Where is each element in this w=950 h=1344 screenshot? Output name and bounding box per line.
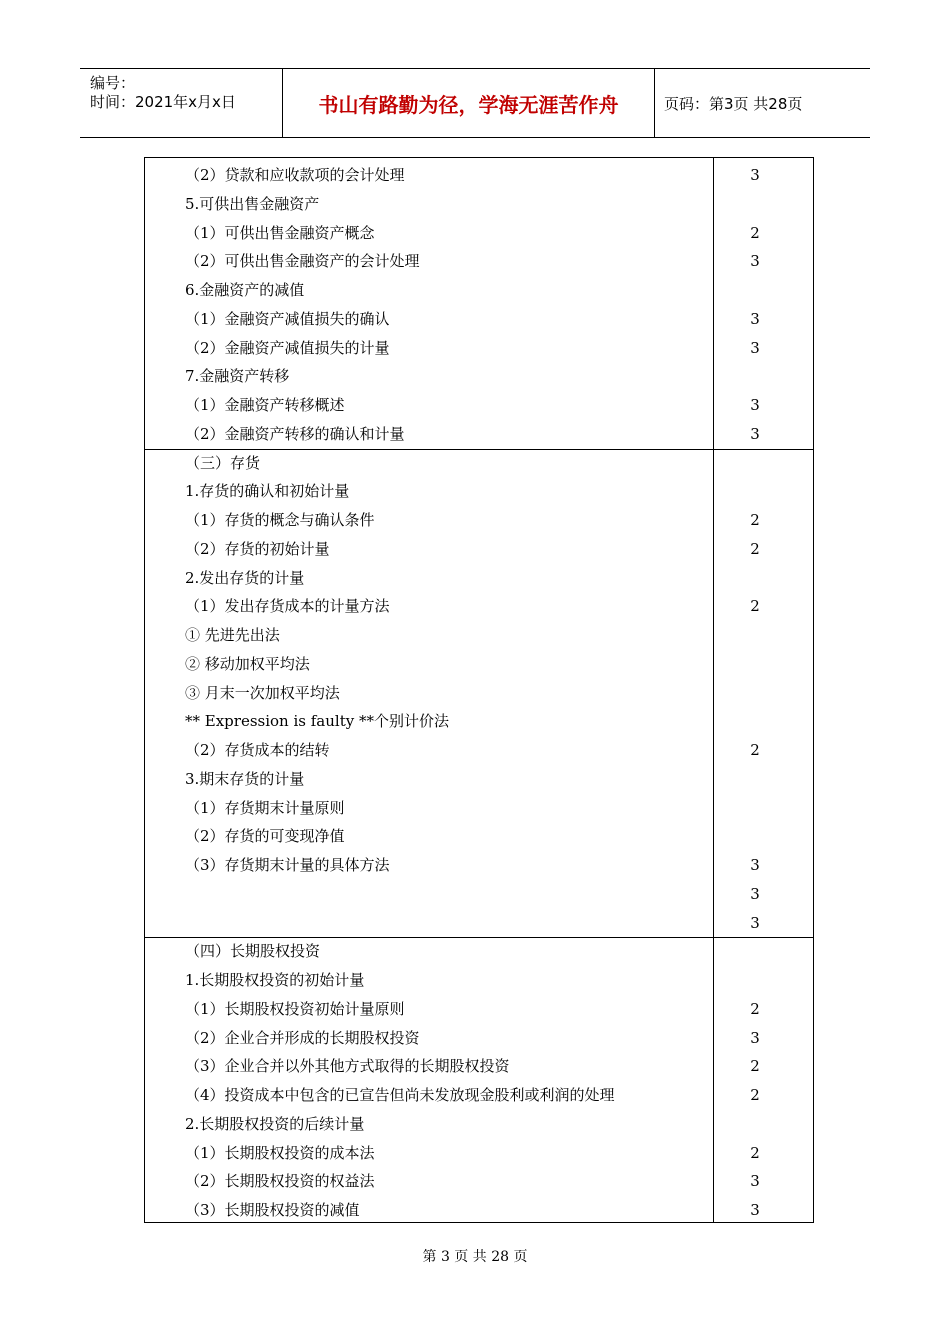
row-value: 3 bbox=[750, 166, 760, 184]
row-value: 2 bbox=[750, 223, 760, 242]
table-row bbox=[145, 1196, 813, 1224]
row-text: （2）金融资产减值损失的计量 bbox=[185, 338, 390, 357]
row-value: 3 bbox=[750, 1172, 760, 1191]
table-row bbox=[145, 161, 813, 189]
row-text: （2）长期股权投资的权益法 bbox=[185, 1172, 375, 1191]
table-row bbox=[145, 564, 813, 592]
row-text: ② 移动加权平均法 bbox=[185, 654, 310, 673]
row-text: （三）存货 bbox=[185, 453, 261, 472]
page-header bbox=[80, 68, 870, 138]
row-text: （1）长期股权投资的成本法 bbox=[185, 1143, 375, 1162]
row-text: 2.长期股权投资的后续计量 bbox=[185, 1114, 365, 1133]
table-row bbox=[145, 880, 813, 908]
row-value: 2 bbox=[750, 597, 760, 616]
table-row bbox=[145, 1139, 813, 1167]
row-text: （3）企业合并以外其他方式取得的长期股权投资 bbox=[185, 1057, 510, 1076]
table-row bbox=[145, 1052, 813, 1080]
row-text: 7.金融资产转移 bbox=[185, 367, 290, 386]
header-meta-cell bbox=[80, 69, 283, 137]
row-value: 3 bbox=[750, 1201, 760, 1219]
row-text: （3）长期股权投资的减值 bbox=[185, 1201, 360, 1219]
row-value: 2 bbox=[750, 539, 760, 558]
table-row bbox=[145, 995, 813, 1023]
table-row bbox=[145, 362, 813, 390]
table-row bbox=[145, 506, 813, 534]
row-value: 3 bbox=[750, 338, 760, 357]
table-row bbox=[145, 592, 813, 620]
row-text: （2）贷款和应收款项的会计处理 bbox=[185, 166, 405, 184]
table-row bbox=[145, 334, 813, 362]
row-text: 3.期末存货的计量 bbox=[185, 769, 305, 788]
table-row bbox=[145, 190, 813, 218]
row-value: 2 bbox=[750, 1086, 760, 1104]
table-row bbox=[145, 391, 813, 419]
row-value: 3 bbox=[750, 1028, 760, 1047]
row-text: （2）存货的可变现净值 bbox=[185, 827, 345, 846]
table-row bbox=[145, 650, 813, 678]
row-value: 2 bbox=[750, 741, 760, 759]
row-text: （1）金融资产转移概述 bbox=[185, 396, 345, 414]
table-row bbox=[145, 219, 813, 247]
table-row bbox=[145, 909, 813, 937]
table-row bbox=[145, 851, 813, 879]
row-text: 1.存货的确认和初始计量 bbox=[185, 482, 350, 501]
row-value: 2 bbox=[750, 1143, 760, 1162]
row-value: 2 bbox=[750, 999, 760, 1018]
table-row bbox=[145, 1024, 813, 1052]
row-text: （2）企业合并形成的长期股权投资 bbox=[185, 1028, 420, 1047]
row-text: （1）存货的概念与确认条件 bbox=[185, 511, 375, 529]
header-motto: 书山有路勤为径，学海无涯苦作舟 bbox=[283, 69, 655, 137]
row-text: 5.可供出售金融资产 bbox=[185, 194, 320, 213]
row-value: 2 bbox=[750, 511, 760, 529]
row-text: ** Expression is faulty **个别计价法 bbox=[185, 712, 449, 731]
row-text: 1.长期股权投资的初始计量 bbox=[185, 971, 365, 989]
time-label: 时间：2021年x月x日 bbox=[90, 93, 236, 111]
row-value: 3 bbox=[750, 396, 760, 414]
row-value: 3 bbox=[750, 309, 760, 328]
row-text: （1）发出存货成本的计量方法 bbox=[185, 597, 390, 616]
row-value: 3 bbox=[750, 424, 760, 443]
serial-label: 编号： bbox=[90, 74, 136, 92]
table-row bbox=[145, 247, 813, 275]
table-row bbox=[145, 276, 813, 304]
row-text: （3）存货期末计量的具体方法 bbox=[185, 856, 390, 874]
table-row bbox=[145, 679, 813, 707]
table-row bbox=[145, 1110, 813, 1138]
row-text: （2）存货的初始计量 bbox=[185, 539, 330, 558]
table-row bbox=[145, 765, 813, 793]
row-value: 3 bbox=[750, 884, 760, 903]
table-row bbox=[145, 822, 813, 850]
table-row bbox=[145, 966, 813, 994]
row-text: （四）长期股权投资 bbox=[185, 942, 321, 961]
row-text: （2）可供出售金融资产的会计处理 bbox=[185, 252, 420, 271]
row-text: （1）金融资产减值损失的确认 bbox=[185, 309, 390, 328]
row-text: （4）投资成本中包含的已宣告但尚未发放现金股利或利润的处理 bbox=[185, 1086, 615, 1104]
row-text: 6.金融资产的减值 bbox=[185, 281, 305, 299]
table-row bbox=[145, 420, 813, 448]
row-text: ① 先进先出法 bbox=[185, 626, 280, 644]
row-text: 2.发出存货的计量 bbox=[185, 568, 305, 587]
page-footer: 第 3 页 共 28 页 bbox=[422, 1249, 528, 1265]
table-row bbox=[145, 937, 813, 965]
table-row bbox=[145, 535, 813, 563]
row-text: （2）金融资产转移的确认和计量 bbox=[185, 424, 405, 443]
table-row bbox=[145, 305, 813, 333]
row-text: （1）长期股权投资初始计量原则 bbox=[185, 999, 405, 1018]
table-row bbox=[145, 477, 813, 505]
row-value: 3 bbox=[750, 252, 760, 271]
outline-table bbox=[144, 157, 814, 1223]
row-text: ③ 月末一次加权平均法 bbox=[185, 683, 340, 702]
table-row bbox=[145, 794, 813, 822]
row-text: （1）存货期末计量原则 bbox=[185, 798, 345, 817]
row-text: （2）存货成本的结转 bbox=[185, 741, 330, 759]
header-page-info: 页码：第3页 共28页 bbox=[664, 94, 803, 113]
table-row bbox=[145, 449, 813, 477]
row-text: （1）可供出售金融资产概念 bbox=[185, 223, 375, 242]
table-row bbox=[145, 1081, 813, 1109]
table-row bbox=[145, 1167, 813, 1195]
table-row bbox=[145, 707, 813, 735]
table-row bbox=[145, 736, 813, 764]
table-row bbox=[145, 621, 813, 649]
row-value: 3 bbox=[750, 913, 760, 932]
row-value: 2 bbox=[750, 1057, 760, 1076]
row-value: 3 bbox=[750, 856, 760, 874]
